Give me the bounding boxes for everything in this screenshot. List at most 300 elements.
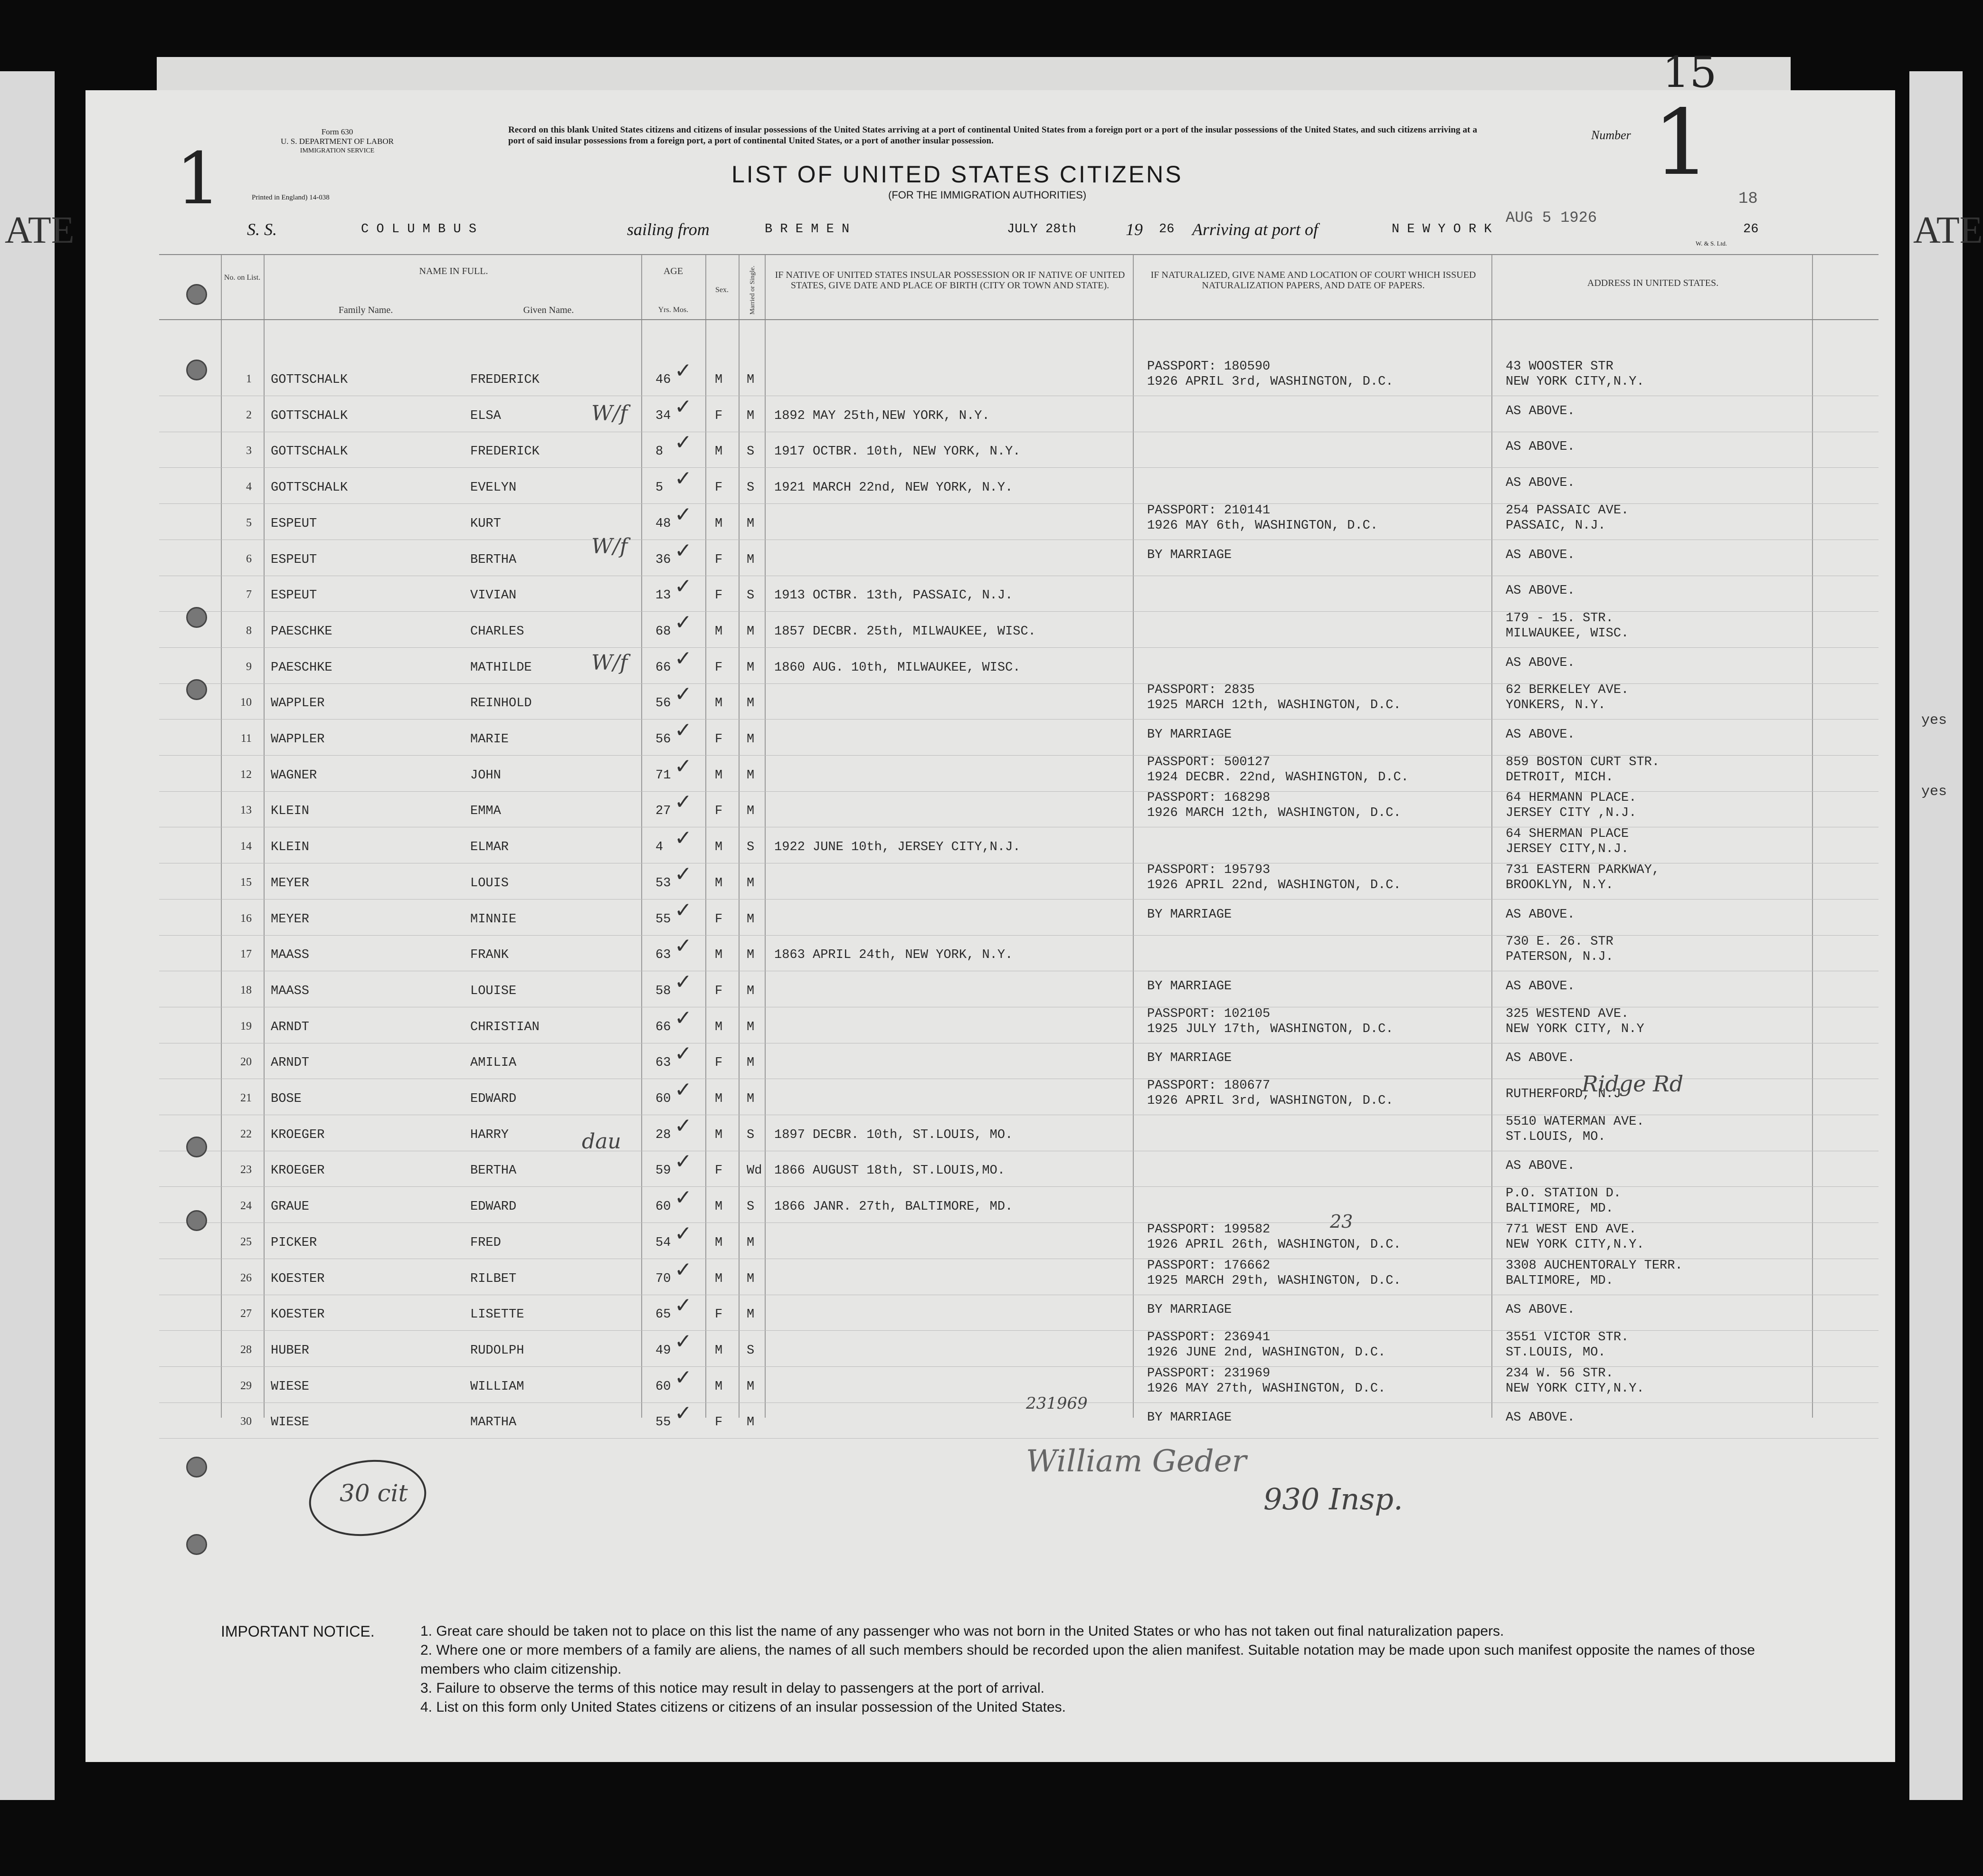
check-mark: ✓ [674,790,692,814]
sex: M [715,445,723,459]
marital-status: S [747,588,755,603]
address-line: MILWAUKEE, WISC. [1506,626,1629,641]
port-of-departure: B R E M E N [765,222,850,237]
row-number: 1 [246,373,252,385]
family-name: ARNDT [271,1020,310,1034]
address-line: AS ABOVE. [1506,440,1575,454]
marital-status: M [747,948,755,962]
row-number: 8 [246,625,252,637]
check-mark: ✓ [674,1401,692,1425]
given-name: KURT [470,517,501,531]
family-name: ARNDT [271,1056,310,1070]
address-line: AS ABOVE. [1506,979,1575,994]
sex: M [715,1200,723,1214]
marital-status: M [747,768,755,783]
naturalization-info: PASSPORT: 2835 [1147,683,1255,697]
family-name: WIESE [271,1415,310,1430]
sex: F [715,1056,723,1070]
address-line: PASSAIC, N.J. [1506,519,1606,533]
check-mark: ✓ [674,826,692,850]
marital-status: M [747,1056,755,1070]
family-name: GOTTSCHALK [271,409,348,423]
family-name: GOTTSCHALK [271,481,348,495]
given-name: LOUIS [470,876,509,891]
address-line: DETROIT, MICH. [1506,770,1613,785]
sex: F [715,1308,723,1322]
given-name: EDWARD [470,1200,517,1214]
given-name: FREDERICK [470,373,540,387]
handwritten-note: 23 [1330,1211,1353,1232]
row-number: 13 [240,804,252,816]
given-name: ELMAR [470,840,509,854]
address-line: BALTIMORE, MD. [1506,1274,1613,1288]
age-years: 60 [655,1092,671,1106]
column-header-age: AGE [663,266,683,276]
age-years: 55 [655,912,671,927]
naturalization-info: BY MARRIAGE [1147,548,1232,562]
passenger-count-note: 30 cit [340,1479,408,1507]
given-name: FREDERICK [470,445,540,459]
naturalization-info: BY MARRIAGE [1147,1303,1232,1317]
given-name: EMMA [470,804,501,818]
family-name: GRAUE [271,1200,310,1214]
column-header-given: Given Name. [523,305,574,315]
sailing-date: JULY 28th [1007,222,1076,237]
given-name: RUDOLPH [470,1344,524,1358]
number-label: Number [1591,128,1631,142]
age-years: 54 [655,1236,671,1250]
row-number: 12 [240,768,252,781]
address-line: 731 EASTERN PARKWAY, [1506,863,1660,877]
age-years: 13 [655,588,671,603]
family-name: ESPEUT [271,553,317,567]
given-name: BERTHA [470,1164,517,1178]
address-line: AS ABOVE. [1506,656,1575,670]
row-number: 29 [240,1380,252,1392]
address-line: ST.LOUIS, MO. [1506,1130,1606,1144]
naturalization-info: PASSPORT: 176662 [1147,1259,1271,1273]
row-rule [159,611,1879,612]
given-name: MARTHA [470,1415,517,1430]
marital-status: S [747,1200,755,1214]
given-name: AMILIA [470,1056,517,1070]
inspector-number: 930 Insp. [1263,1482,1403,1516]
sex: M [715,1092,723,1106]
row-number: 3 [246,445,252,457]
notice-item: 3. Failure to observe the terms of this notice may result in delay to passengers at the port of arrival. [420,1680,1044,1696]
address-line: YONKERS, N.Y. [1506,698,1606,712]
naturalization-info: 1926 APRIL 3rd, WASHINGTON, D.C. [1147,375,1394,389]
naturalization-info: 1925 MARCH 12th, WASHINGTON, D.C. [1147,698,1401,712]
check-mark: ✓ [674,1222,692,1246]
age-years: 70 [655,1272,671,1286]
address-line: AS ABOVE. [1506,548,1575,562]
notice-item: 2. Where one or more members of a family are aliens, the names of all such members should be recorded upon the alien manifest. Suitable notation may be made upon such manifest opposite the names of those members who claim citizenship. [420,1642,1755,1677]
row-number: 28 [240,1344,252,1356]
adjacent-page-answer: yes [1921,784,1947,800]
family-name: MAASS [271,984,310,998]
marital-status: M [747,661,755,675]
sex: F [715,588,723,603]
age-years: 56 [655,696,671,711]
form-subtitle: (FOR THE IMMIGRATION AUTHORITIES) [888,189,1087,201]
family-name: KLEIN [271,840,310,854]
marital-status: M [747,409,755,423]
check-mark: ✓ [674,682,692,706]
address-line: 3308 AUCHENTORALY TERR. [1506,1259,1683,1273]
check-mark: ✓ [674,754,692,778]
check-mark: ✓ [674,359,692,383]
given-name: JOHN [470,768,501,783]
age-years: 59 [655,1164,671,1178]
check-mark: ✓ [674,1006,692,1030]
check-mark: ✓ [674,718,692,742]
check-mark: ✓ [674,898,692,922]
column-header-married: Married or Single. [749,265,756,315]
column-divider [705,254,706,1418]
check-mark: ✓ [674,539,692,563]
column-divider [221,254,222,1418]
handwritten-relationship-note: W/f [591,401,628,426]
age-years: 36 [655,553,671,567]
address-line: 62 BERKELEY AVE. [1506,683,1629,697]
sex: F [715,1415,723,1430]
handwritten-passport-note: 231969 [1026,1394,1088,1413]
given-name: REINHOLD [470,696,532,711]
address-line: NEW YORK CITY,N.Y. [1506,1382,1644,1396]
age-years: 68 [655,625,671,639]
punch-hole [186,360,207,380]
given-name: FRANK [470,948,509,962]
check-mark: ✓ [674,610,692,635]
naturalization-info: 1925 JULY 17th, WASHINGTON, D.C. [1147,1022,1394,1036]
marital-status: Wd [747,1164,762,1178]
birth-date-place: 1892 MAY 25th,NEW YORK, N.Y. [774,409,990,423]
address-line: 730 E. 26. STR [1506,935,1613,949]
row-number: 21 [240,1092,252,1104]
sex: M [715,1272,723,1286]
marital-status: M [747,1308,755,1322]
column-divider [641,254,642,1418]
sex: F [715,481,723,495]
age-years: 56 [655,732,671,747]
birth-date-place: 1866 AUGUST 18th, ST.LOUIS,MO. [774,1164,1006,1178]
row-rule [159,1402,1879,1403]
family-name: PAESCHKE [271,625,332,639]
age-years: 60 [655,1200,671,1214]
address-line: NEW YORK CITY,N.Y. [1506,1238,1644,1252]
header-rule [159,319,1879,320]
row-number: 17 [240,948,252,960]
sailing-year: 26 [1159,222,1175,237]
check-mark: ✓ [674,466,692,491]
naturalization-info: PASSPORT: 180590 [1147,360,1271,374]
row-rule [159,467,1879,468]
naturalization-info: PASSPORT: 102105 [1147,1007,1271,1021]
row-number: 7 [246,588,252,601]
check-mark: ✓ [674,970,692,994]
given-name: EVELYN [470,481,517,495]
punch-hole [186,284,207,305]
marital-status: M [747,1380,755,1394]
row-number: 19 [240,1020,252,1033]
age-years: 49 [655,1344,671,1358]
birth-date-place: 1922 JUNE 10th, JERSEY CITY,N.J. [774,840,1021,854]
marital-status: M [747,984,755,998]
row-rule [159,899,1879,900]
handwritten-relationship-note: W/f [591,651,628,675]
age-years: 63 [655,1056,671,1070]
marital-status: M [747,1272,755,1286]
age-years: 66 [655,1020,671,1034]
arriving-label: Arriving at port of [1192,220,1319,239]
sex: F [715,912,723,927]
age-years: 4 [655,840,664,854]
column-header-naturalization: IF NATURALIZED, GIVE NAME AND LOCATION OF COURT WHICH ISSUED NATURALIZATION PAPERS, AND DATE OF PAPERS. [1150,270,1476,291]
given-name: LOUISE [470,984,517,998]
punch-hole [186,1210,207,1231]
age-years: 65 [655,1308,671,1322]
form-number: Form 630 [321,127,353,136]
family-name: ESPEUT [271,517,317,531]
ship-name: C O L U M B U S [361,222,477,237]
marital-status: M [747,517,755,531]
family-name: KLEIN [271,804,310,818]
punch-hole [186,1534,207,1555]
sex: M [715,373,723,387]
inspector-signature: William Geder [1026,1444,1247,1479]
check-mark: ✓ [674,574,692,598]
naturalization-info: 1924 DECBR. 22nd, WASHINGTON, D.C. [1147,770,1409,785]
marital-status: M [747,732,755,747]
naturalization-info: BY MARRIAGE [1147,1051,1232,1065]
row-number: 24 [240,1200,252,1212]
row-number: 15 [240,876,252,889]
naturalization-info: BY MARRIAGE [1147,728,1232,742]
birth-date-place: 1863 APRIL 24th, NEW YORK, N.Y. [774,948,1013,962]
notice-items [420,1622,1803,1717]
age-years: 66 [655,661,671,675]
column-header-name: NAME IN FULL. [419,266,488,276]
check-mark: ✓ [674,502,692,527]
department-label: U. S. DEPARTMENT OF LABOR [281,137,394,146]
punch-hole [186,679,207,700]
naturalization-info: PASSPORT: 210141 [1147,503,1271,518]
row-number: 6 [246,553,252,565]
sex: M [715,696,723,711]
address-line: 5510 WATERMAN AVE. [1506,1115,1644,1129]
printer-note: Printed in England) 14-038 [252,194,330,201]
birth-date-place: 1921 MARCH 22nd, NEW YORK, N.Y. [774,481,1013,495]
port-of-arrival: N E W Y O R K [1392,222,1492,237]
check-mark: ✓ [674,646,692,671]
marital-status: M [747,876,755,891]
row-number: 22 [240,1128,252,1140]
handwritten-relationship-note: W/f [591,534,628,559]
address-line: AS ABOVE. [1506,908,1575,922]
top-page-mark: 15 [1662,47,1717,97]
given-name: WILLIAM [470,1380,524,1394]
family-name: WAPPLER [271,696,325,711]
row-number: 5 [246,517,252,529]
family-name: WAPPLER [271,732,325,747]
address-line: 859 BOSTON CURT STR. [1506,755,1660,769]
family-name: KOESTER [271,1308,325,1322]
address-line: 234 W. 56 STR. [1506,1366,1613,1381]
given-name: RILBET [470,1272,517,1286]
family-name: BOSE [271,1092,302,1106]
marital-status: M [747,696,755,711]
family-name: MAASS [271,948,310,962]
naturalization-info: PASSPORT: 231969 [1147,1366,1271,1381]
address-line: 254 PASSAIC AVE. [1506,503,1629,518]
address-line: 771 WEST END AVE. [1506,1222,1637,1237]
notice-label: IMPORTANT NOTICE. [221,1623,375,1640]
family-name: MEYER [271,912,310,927]
given-name: ELSA [470,409,501,423]
row-number: 14 [240,840,252,853]
marital-status: S [747,1344,755,1358]
check-mark: ✓ [674,1329,692,1354]
row-number: 18 [240,984,252,996]
address-line: AS ABOVE. [1506,404,1575,418]
column-divider [1133,254,1134,1418]
sex: F [715,732,723,747]
given-name: VIVIAN [470,588,517,603]
check-mark: ✓ [674,1365,692,1390]
given-name: CHARLES [470,625,524,639]
marital-status: M [747,804,755,818]
address-line: RUTHERFORD, N.J [1506,1087,1622,1101]
notice-item: 1. Great care should be taken not to place on this list the name of any passenger who was not born in the United States or who has not taken out final naturalization papers. [420,1623,1504,1639]
row-number: 9 [246,661,252,673]
arrival-year: 26 [1743,222,1759,237]
sex: M [715,1344,723,1358]
check-mark: ✓ [674,862,692,886]
form-instruction: Record on this blank United States citizens and citizens of insular possessions of the United States arriving at a port of continental United States from a foreign port or a port of the insular possessions of the United States, and such citizens arriving at a port of said insular possessions from a foreign port, a port of continental United States, or a port of another insular possession. [508,125,1477,146]
check-mark: ✓ [674,395,692,419]
age-years: 8 [655,445,664,459]
family-name: KROEGER [271,1164,325,1178]
ss-label: S. S. [247,220,277,239]
address-line: PATERSON, N.J. [1506,950,1613,964]
row-number: 26 [240,1272,252,1284]
naturalization-info: BY MARRIAGE [1147,1411,1232,1425]
adjacent-page-fragment: ATE [5,209,75,251]
row-rule [159,647,1879,648]
row-rule [159,1366,1879,1367]
column-divider [1812,254,1813,1418]
address-line: JERSEY CITY,N.J. [1506,842,1629,856]
sex: M [715,1236,723,1250]
check-mark: ✓ [674,1185,692,1210]
row-number: 25 [240,1236,252,1248]
column-divider [765,254,766,1418]
given-name: CHRISTIAN [470,1020,540,1034]
column-header-yrs-mos: Yrs. Mos. [658,306,689,314]
address-line: AS ABOVE. [1506,1159,1575,1173]
given-name: MARIE [470,732,509,747]
row-rule [159,935,1879,936]
sex: F [715,984,723,998]
marital-status: M [747,553,755,567]
service-label: IMMIGRATION SERVICE [300,147,375,154]
row-number: 23 [240,1164,252,1176]
punch-hole [186,1457,207,1478]
marital-status: M [747,1020,755,1034]
age-years: 28 [655,1128,671,1142]
column-header-birth: IF NATIVE OF UNITED STATES INSULAR POSSESSION OR IF NATIVE OF UNITED STATES, GIVE DATE AND PLACE OF BIRTH (CITY OR TOWN AND STATE). [775,270,1125,291]
naturalization-info: 1926 APRIL 26th, WASHINGTON, D.C. [1147,1238,1401,1252]
naturalization-info: 1926 MAY 6th, WASHINGTON, D.C. [1147,519,1378,533]
address-line: 179 - 15. STR. [1506,611,1613,625]
sex: M [715,876,723,891]
address-line: ST.LOUIS, MO. [1506,1345,1606,1360]
age-years: 60 [655,1380,671,1394]
age-years: 5 [655,481,664,495]
sex: M [715,1380,723,1394]
adjacent-page-fragment: ATE [1913,209,1983,251]
family-name: KROEGER [271,1128,325,1142]
check-mark: ✓ [674,934,692,958]
check-mark: ✓ [674,1078,692,1102]
punch-hole [186,1137,207,1157]
age-years: 48 [655,517,671,531]
marital-status: S [747,481,755,495]
arrival-stamp-date: AUG 5 1926 [1506,209,1597,227]
column-divider [739,254,740,1418]
address-line: AS ABOVE. [1506,1051,1575,1065]
printer-mark: W. & S. Ltd. [1696,240,1727,247]
age-years: 63 [655,948,671,962]
naturalization-info: 1925 MARCH 29th, WASHINGTON, D.C. [1147,1274,1401,1288]
sex: M [715,517,723,531]
family-name: ESPEUT [271,588,317,603]
naturalization-info: 1926 APRIL 22nd, WASHINGTON, D.C. [1147,878,1401,892]
naturalization-info: BY MARRIAGE [1147,908,1232,922]
sex: M [715,625,723,639]
address-line: BROOKLYN, N.Y. [1506,878,1613,892]
birth-date-place: 1913 OCTBR. 13th, PASSAIC, N.J. [774,588,1013,603]
column-divider [1491,254,1492,1418]
address-line: JERSEY CITY ,N.J. [1506,806,1637,820]
sailing-from-label: sailing from [627,220,710,239]
row-number: 20 [240,1056,252,1068]
row-number: 30 [240,1415,252,1428]
sex: M [715,1020,723,1034]
address-line: AS ABOVE. [1506,1303,1575,1317]
address-line: NEW YORK CITY, N.Y [1506,1022,1644,1036]
row-number: 16 [240,912,252,925]
handwritten-address-note: Ridge Rd [1582,1071,1684,1097]
given-name: LISETTE [470,1308,524,1322]
family-name: PICKER [271,1236,317,1250]
handwritten-relationship-note: dau [582,1129,621,1154]
column-divider [264,254,265,1418]
punch-hole [186,607,207,628]
naturalization-info: PASSPORT: 195793 [1147,863,1271,877]
age-years: 46 [655,373,671,387]
voyage-line [247,219,1776,241]
address-line: NEW YORK CITY,N.Y. [1506,375,1644,389]
page-number-mark-left: 1 [176,138,221,220]
sex: F [715,661,723,675]
row-number: 10 [240,696,252,709]
family-name: PAESCHKE [271,661,332,675]
marital-status: S [747,1128,755,1142]
address-line: 43 WOOSTER STR [1506,360,1613,374]
family-name: KOESTER [271,1272,325,1286]
